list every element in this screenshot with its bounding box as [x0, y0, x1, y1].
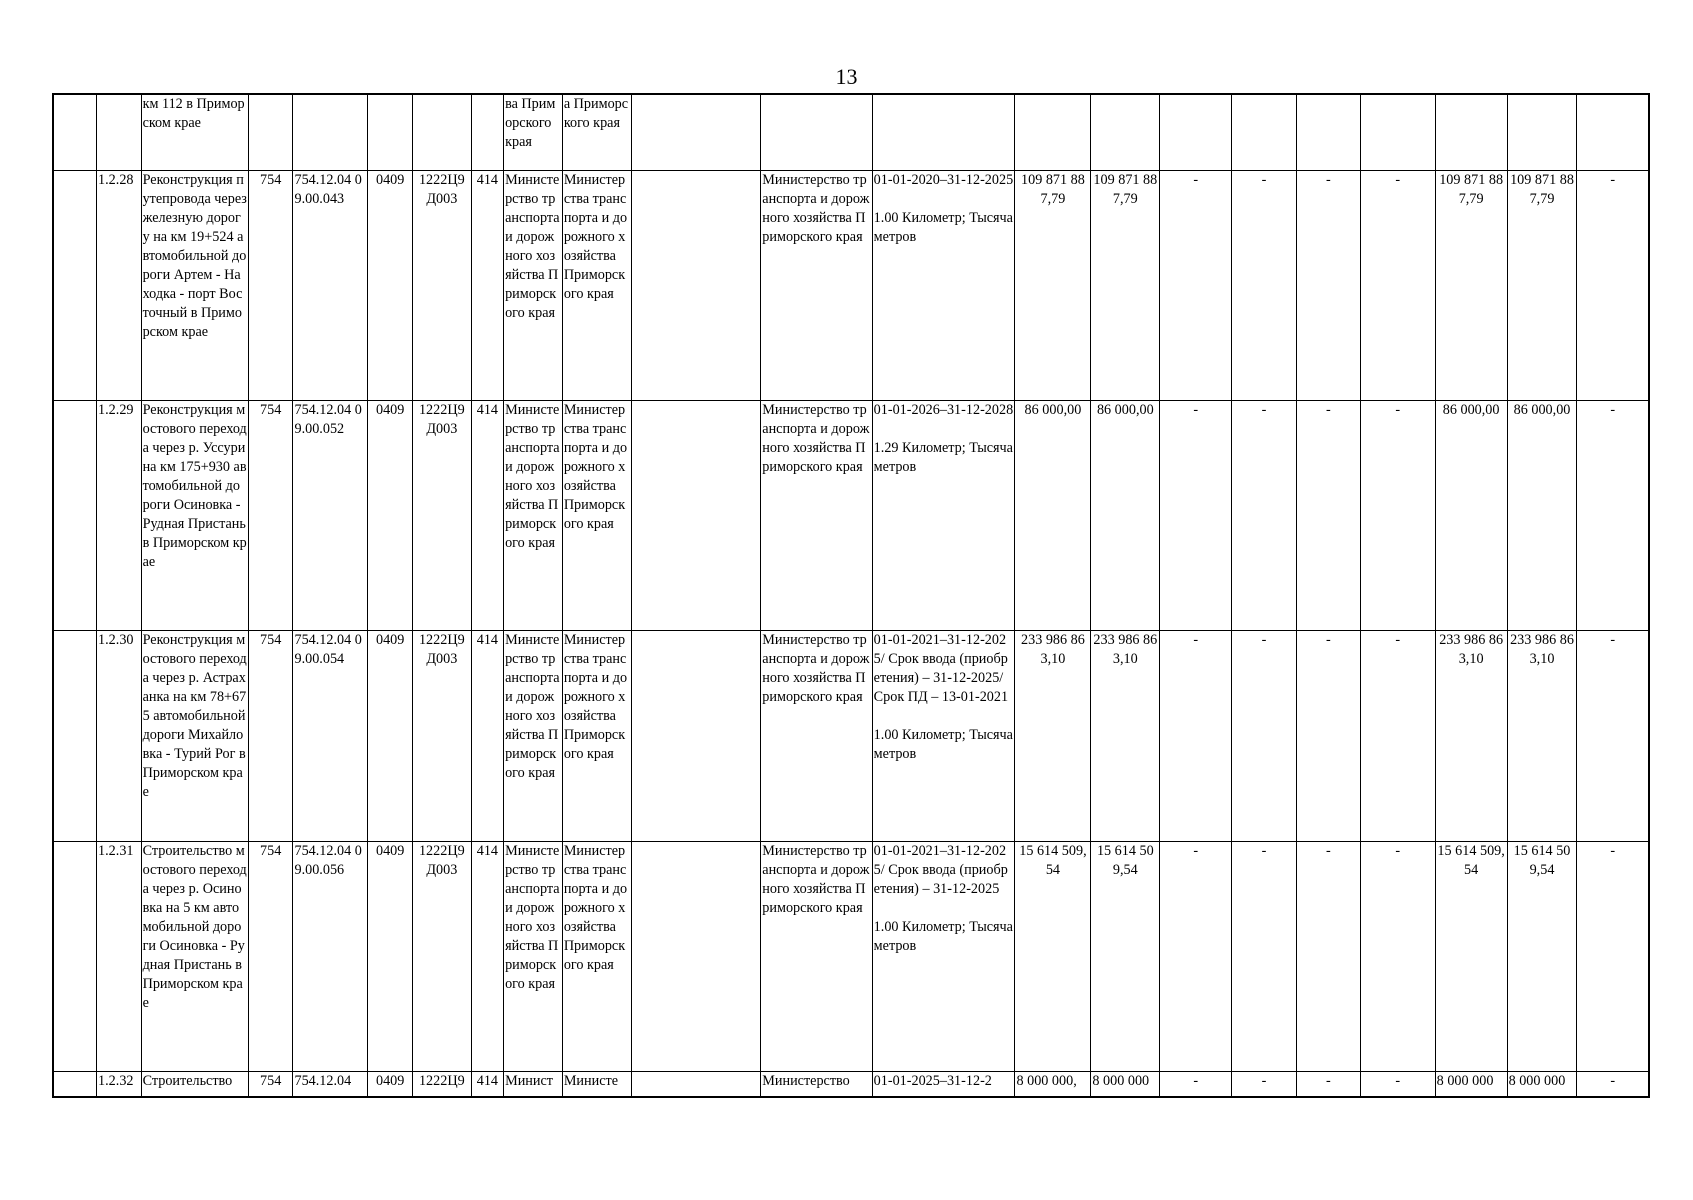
- cell-sum4: 109 871 887,79: [1507, 170, 1577, 400]
- cell-sum2: 15 614 509,54: [1091, 841, 1160, 1071]
- cell-sum4: 8 000 000: [1507, 1071, 1577, 1097]
- cell-d1: -: [1160, 400, 1232, 630]
- cell-rzpr: 0409: [368, 400, 413, 630]
- cell-rzpr: 0409: [368, 170, 413, 400]
- table-row-carry-over: [53, 94, 1649, 170]
- cell-sum4: 15 614 509,54: [1507, 841, 1577, 1071]
- cell-blank: [53, 841, 97, 1071]
- cell-sum4: [1507, 94, 1577, 170]
- cell-num: 1.2.29: [97, 400, 142, 630]
- cell-resp2: Министерства транспорта и дорожного хозяйства Приморского края: [562, 630, 631, 841]
- cell-csr: [412, 94, 471, 170]
- cell-period: 01-01-2021–31-12-2025/ Срок ввода (приобретения) – 31-12-2025 1.00 Километр; Тысяча метров: [872, 841, 1015, 1071]
- cell-vr: 414: [471, 1071, 503, 1097]
- cell-d5: -: [1577, 170, 1649, 400]
- cell-rzpr: 0409: [368, 630, 413, 841]
- cell-sum2: 86 000,00: [1091, 400, 1160, 630]
- cell-sum1: 109 871 887,79: [1015, 170, 1091, 400]
- cell-sum4: 233 986 863,10: [1507, 630, 1577, 841]
- cell-csr: 1222Ц9 Д003: [412, 630, 471, 841]
- cell-period: 01-01-2020–31-12-2025 1.00 Километр; Тысяча метров: [872, 170, 1015, 400]
- cell-period: 01-01-2026–31-12-2028 1.29 Километр; Тысяча метров: [872, 400, 1015, 630]
- cell-code: 754.12.04 09.00.043: [293, 170, 368, 400]
- cell-resp2: а Приморского края: [562, 94, 631, 170]
- cell-rzpr: 0409: [368, 841, 413, 1071]
- cell-resp1: Министерство транспорта и дорожного хозяйства Приморского края: [504, 630, 563, 841]
- cell-name: Реконструкция мостового перехода через р. Астраханка на км 78+675 автомобильной дороги Михайловка - Турий Рог в Приморском крае: [141, 630, 248, 841]
- cell-sum4: 86 000,00: [1507, 400, 1577, 630]
- cell-period: [872, 94, 1015, 170]
- cell-customer: [761, 94, 872, 170]
- cell-grbs: 754: [248, 841, 293, 1071]
- cell-d1: [1160, 94, 1232, 170]
- cell-code: 754.12.04: [293, 1071, 368, 1097]
- cell-d3: -: [1296, 841, 1360, 1071]
- cell-csr: 1222Ц9 Д003: [412, 170, 471, 400]
- cell-d5: -: [1577, 630, 1649, 841]
- cell-d4: -: [1360, 170, 1435, 400]
- cell-sum3: 86 000,00: [1435, 400, 1507, 630]
- cell-sum3: 109 871 887,79: [1435, 170, 1507, 400]
- cell-resp1: Министерство транспорта и дорожного хозяйства Приморского края: [504, 400, 563, 630]
- cell-empty: [631, 400, 761, 630]
- cell-blank: [53, 630, 97, 841]
- cell-sum2: 109 871 887,79: [1091, 170, 1160, 400]
- cell-empty: [631, 841, 761, 1071]
- cell-rzpr: [368, 94, 413, 170]
- cell-sum1: [1015, 94, 1091, 170]
- cell-num: 1.2.32: [97, 1071, 142, 1097]
- cell-sum2: 233 986 863,10: [1091, 630, 1160, 841]
- cell-vr: 414: [471, 170, 503, 400]
- cell-empty: [631, 94, 761, 170]
- cell-code: 754.12.04 09.00.052: [293, 400, 368, 630]
- cell-grbs: 754: [248, 630, 293, 841]
- cell-code: [293, 94, 368, 170]
- cell-num: [97, 94, 142, 170]
- cell-sum1: 86 000,00: [1015, 400, 1091, 630]
- cell-d1: -: [1160, 1071, 1232, 1097]
- cell-d2: [1232, 94, 1297, 170]
- cell-d5: [1577, 94, 1649, 170]
- cell-resp2: Министерства транспорта и дорожного хозяйства Приморского края: [562, 170, 631, 400]
- cell-empty: [631, 630, 761, 841]
- table-row: [53, 170, 1649, 400]
- cell-d2: -: [1232, 400, 1297, 630]
- cell-d1: -: [1160, 170, 1232, 400]
- cell-csr: 1222Ц9: [412, 1071, 471, 1097]
- cell-num: 1.2.30: [97, 630, 142, 841]
- cell-resp1: Минист: [504, 1071, 563, 1097]
- program-table: [52, 93, 1650, 1098]
- cell-customer: Министерство транспорта и дорожного хозяйства Приморского края: [761, 170, 872, 400]
- cell-blank: [53, 170, 97, 400]
- cell-vr: 414: [471, 841, 503, 1071]
- cell-d4: -: [1360, 841, 1435, 1071]
- cell-sum3: 15 614 509,54: [1435, 841, 1507, 1071]
- cell-sum1: 15 614 509,54: [1015, 841, 1091, 1071]
- cell-sum3: 8 000 000: [1435, 1071, 1507, 1097]
- cell-code: 754.12.04 09.00.056: [293, 841, 368, 1071]
- table-row: [53, 630, 1649, 841]
- cell-grbs: 754: [248, 400, 293, 630]
- cell-vr: 414: [471, 400, 503, 630]
- cell-name: км 112 в Приморском крае: [141, 94, 248, 170]
- cell-d1: -: [1160, 630, 1232, 841]
- cell-customer: Министерство: [761, 1071, 872, 1097]
- cell-period: 01-01-2025–31-12-2: [872, 1071, 1015, 1097]
- cell-resp2: Министерства транспорта и дорожного хозяйства Приморского края: [562, 841, 631, 1071]
- cell-vr: [471, 94, 503, 170]
- cell-csr: 1222Ц9 Д003: [412, 841, 471, 1071]
- cell-blank: [53, 1071, 97, 1097]
- cell-sum3: 233 986 863,10: [1435, 630, 1507, 841]
- cell-d2: -: [1232, 630, 1297, 841]
- cell-d2: -: [1232, 170, 1297, 400]
- cell-resp2: Министе: [562, 1071, 631, 1097]
- cell-period: 01-01-2021–31-12-2025/ Срок ввода (приобретения) – 31-12-2025/ Срок ПД – 13-01-2021 1.00 Километр; Тысяча метров: [872, 630, 1015, 841]
- cell-grbs: [248, 94, 293, 170]
- cell-vr: 414: [471, 630, 503, 841]
- cell-name: Строительство мостового перехода через р. Осиновка на 5 км автомобильной дороги Осиновка - Рудная Пристань в Приморском крае: [141, 841, 248, 1071]
- cell-d3: -: [1296, 1071, 1360, 1097]
- cell-grbs: 754: [248, 170, 293, 400]
- cell-rzpr: 0409: [368, 1071, 413, 1097]
- page-number: 13: [835, 64, 858, 89]
- cell-resp1: Министерство транспорта и дорожного хозяйства Приморского края: [504, 170, 563, 400]
- cell-sum2: 8 000 000: [1091, 1071, 1160, 1097]
- cell-name: Реконструкция мостового перехода через р. Уссури на км 175+930 автомобильной дороги Осиновка - Рудная Пристань в Приморском крае: [141, 400, 248, 630]
- cell-customer: Министерство транспорта и дорожного хозяйства Приморского края: [761, 630, 872, 841]
- cell-empty: [631, 170, 761, 400]
- cell-d5: -: [1577, 1071, 1649, 1097]
- cell-d2: -: [1232, 1071, 1297, 1097]
- cell-d5: -: [1577, 400, 1649, 630]
- cell-resp1: Министерство транспорта и дорожного хозяйства Приморского края: [504, 841, 563, 1071]
- cell-d3: -: [1296, 170, 1360, 400]
- cell-d5: -: [1577, 841, 1649, 1071]
- cell-num: 1.2.31: [97, 841, 142, 1071]
- cell-blank: [53, 94, 97, 170]
- cell-empty: [631, 1071, 761, 1097]
- cell-customer: Министерство транспорта и дорожного хозяйства Приморского края: [761, 400, 872, 630]
- cell-d3: [1296, 94, 1360, 170]
- cell-csr: 1222Ц9 Д003: [412, 400, 471, 630]
- cell-d4: -: [1360, 400, 1435, 630]
- cell-d4: [1360, 94, 1435, 170]
- cell-d2: -: [1232, 841, 1297, 1071]
- cell-sum1: 8 000 000,: [1015, 1071, 1091, 1097]
- cell-customer: Министерство транспорта и дорожного хозяйства Приморского края: [761, 841, 872, 1071]
- cell-d4: -: [1360, 1071, 1435, 1097]
- cell-code: 754.12.04 09.00.054: [293, 630, 368, 841]
- cell-grbs: 754: [248, 1071, 293, 1097]
- cell-d4: -: [1360, 630, 1435, 841]
- cell-name: Строительство: [141, 1071, 248, 1097]
- cell-d3: -: [1296, 400, 1360, 630]
- cell-d3: -: [1296, 630, 1360, 841]
- table-row: [53, 841, 1649, 1071]
- cell-sum3: [1435, 94, 1507, 170]
- cell-sum2: [1091, 94, 1160, 170]
- cell-blank: [53, 400, 97, 630]
- cell-name: Реконструкция путепровода через железную дорогу на км 19+524 автомобильной дороги Артем - Находка - порт Восточный в Приморском крае: [141, 170, 248, 400]
- cell-sum1: 233 986 863,10: [1015, 630, 1091, 841]
- cell-resp2: Министерства транспорта и дорожного хозяйства Приморского края: [562, 400, 631, 630]
- cell-resp1: ва Приморского края: [504, 94, 563, 170]
- table-row: [53, 400, 1649, 630]
- table-row-partial: [53, 1071, 1649, 1097]
- cell-d1: -: [1160, 841, 1232, 1071]
- cell-num: 1.2.28: [97, 170, 142, 400]
